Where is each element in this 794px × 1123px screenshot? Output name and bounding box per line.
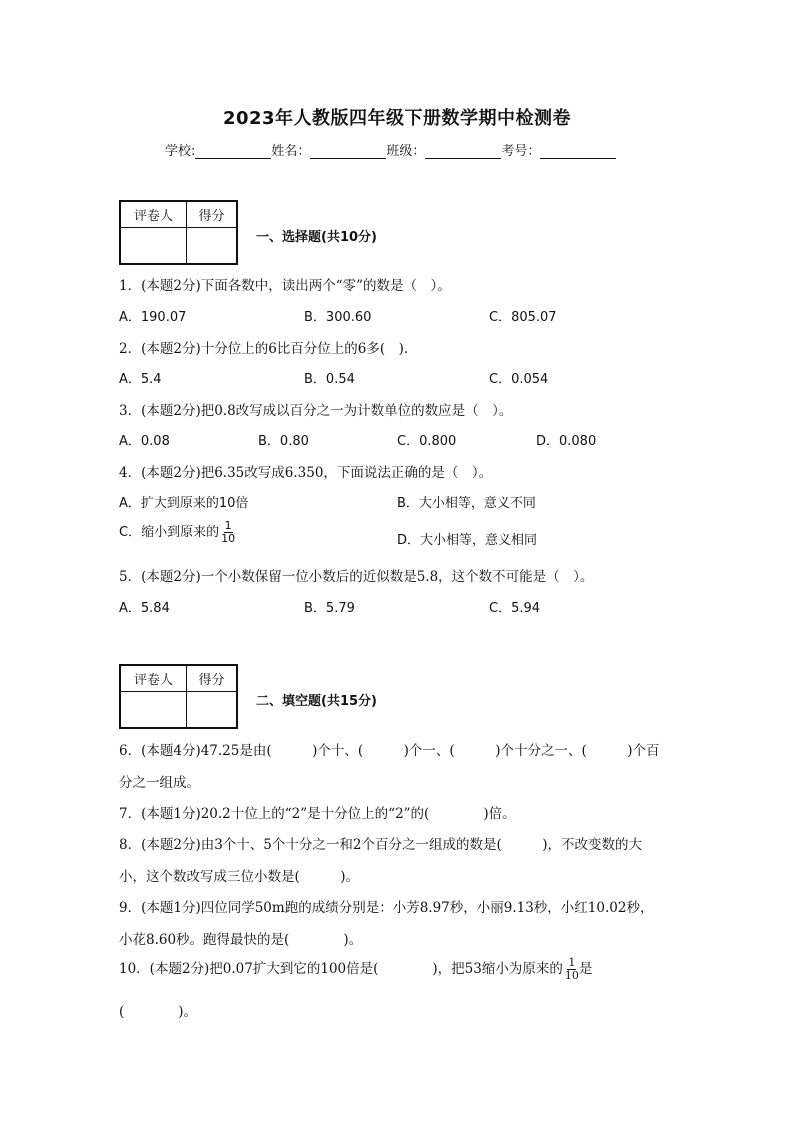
number-label: 考号： <box>501 144 541 159</box>
score-cell[interactable] <box>187 692 236 727</box>
question-1-stem: 1．(本题2分)下面各数中，读出两个“零”的数是（ ）。 <box>119 278 451 294</box>
section-heading-fill: 二、填空题(共15分) <box>256 694 377 709</box>
section-heading-choice: 一、选择题(共10分) <box>256 230 377 245</box>
question-10-text: 10．(本题2分)把0.07扩大到它的100倍是( )，把53缩小为原来的 <box>119 961 563 977</box>
q4-option-d[interactable]: D．大小相等，意义相同 <box>397 533 538 548</box>
q4-option-c[interactable] <box>119 520 235 545</box>
q1-option-b[interactable]: B．300.60 <box>304 310 372 325</box>
name-blank[interactable] <box>310 144 386 159</box>
grader-header: 评卷人 <box>121 666 187 692</box>
question-8-line-2: 小，这个数改写成三位小数是( )。 <box>119 869 360 885</box>
q4-option-a[interactable]: A．扩大到原来的10倍 <box>119 496 249 511</box>
grader-box-2 <box>119 664 238 729</box>
q3-option-b[interactable]: B．0.80 <box>258 434 309 449</box>
grader-box-1 <box>119 200 238 265</box>
grader-cell[interactable] <box>121 228 187 263</box>
score-header: 得分 <box>187 202 236 228</box>
q2-option-b[interactable]: B．0.54 <box>304 372 355 387</box>
q2-option-a[interactable]: A．5.4 <box>119 372 162 387</box>
class-blank[interactable] <box>425 144 501 159</box>
grader-header: 评卷人 <box>121 202 187 228</box>
q4-option-b[interactable]: B．大小相等，意义不同 <box>397 496 536 511</box>
number-blank[interactable] <box>540 144 616 159</box>
question-6-line-1: 6．(本题4分)47.25是由( )个十、( )个一、( )个十分之一、( )个百 <box>119 743 660 759</box>
fraction-denominator: 10 <box>221 532 236 545</box>
q1-option-a[interactable]: A．190.07 <box>119 310 187 325</box>
question-6-line-2: 分之一组成。 <box>119 775 200 791</box>
q5-option-c[interactable]: C．5.94 <box>489 601 541 616</box>
q3-option-d[interactable]: D．0.080 <box>536 434 597 449</box>
student-info-line <box>165 140 616 159</box>
fraction <box>221 520 235 545</box>
q3-option-a[interactable]: A．0.08 <box>119 434 170 449</box>
school-blank[interactable] <box>195 144 271 159</box>
q5-option-b[interactable]: B．5.79 <box>304 601 355 616</box>
q2-option-c[interactable]: C．0.054 <box>489 372 549 387</box>
question-9-line-1: 9．(本题1分)四位同学50m跑的成绩分别是：小芳8.97秒，小丽9.13秒，小红10.02秒， <box>119 900 654 916</box>
fraction <box>565 957 579 982</box>
question-10-line-1 <box>119 957 592 982</box>
question-2-stem: 2．(本题2分)十分位上的6比百分位上的6多( ). <box>119 341 409 357</box>
score-header: 得分 <box>187 666 236 692</box>
q4-option-c-text: C．缩小到原来的 <box>119 525 220 540</box>
fraction-numerator: 1 <box>568 956 576 969</box>
question-10-line-2: ( )。 <box>119 1004 198 1020</box>
question-4-stem: 4．(本题2分)把6.35改写成6.350，下面说法正确的是（ ）。 <box>119 465 493 481</box>
question-7: 7．(本题1分)20.2十位上的“2”是十分位上的“2”的( )倍。 <box>119 806 516 822</box>
question-8-line-1: 8．(本题2分)由3个十、5个十分之一和2个百分之一组成的数是( )，不改变数的大 <box>119 837 643 853</box>
grader-cell[interactable] <box>121 692 187 727</box>
school-label: 学校: <box>165 144 196 159</box>
q5-option-a[interactable]: A．5.84 <box>119 601 170 616</box>
question-9-line-2: 小花8.60秒。跑得最快的是( )。 <box>119 932 363 948</box>
score-cell[interactable] <box>187 228 236 263</box>
name-label: 姓名： <box>271 144 311 159</box>
class-label: 班级： <box>386 144 426 159</box>
question-5-stem: 5．(本题2分)一个小数保留一位小数后的近似数是5.8，这个数不可能是（ ）。 <box>119 569 594 585</box>
fraction-denominator: 10 <box>564 969 579 982</box>
question-3-stem: 3．(本题2分)把0.8改写成以百分之一为计数单位的数应是（ ）。 <box>119 403 513 419</box>
q3-option-c[interactable]: C．0.800 <box>397 434 457 449</box>
question-10-suffix: 是 <box>578 961 593 977</box>
q1-option-c[interactable]: C．805.07 <box>489 310 557 325</box>
fraction-numerator: 1 <box>224 519 232 532</box>
page-title: 2023年人教版四年级下册数学期中检测卷 <box>222 108 572 129</box>
